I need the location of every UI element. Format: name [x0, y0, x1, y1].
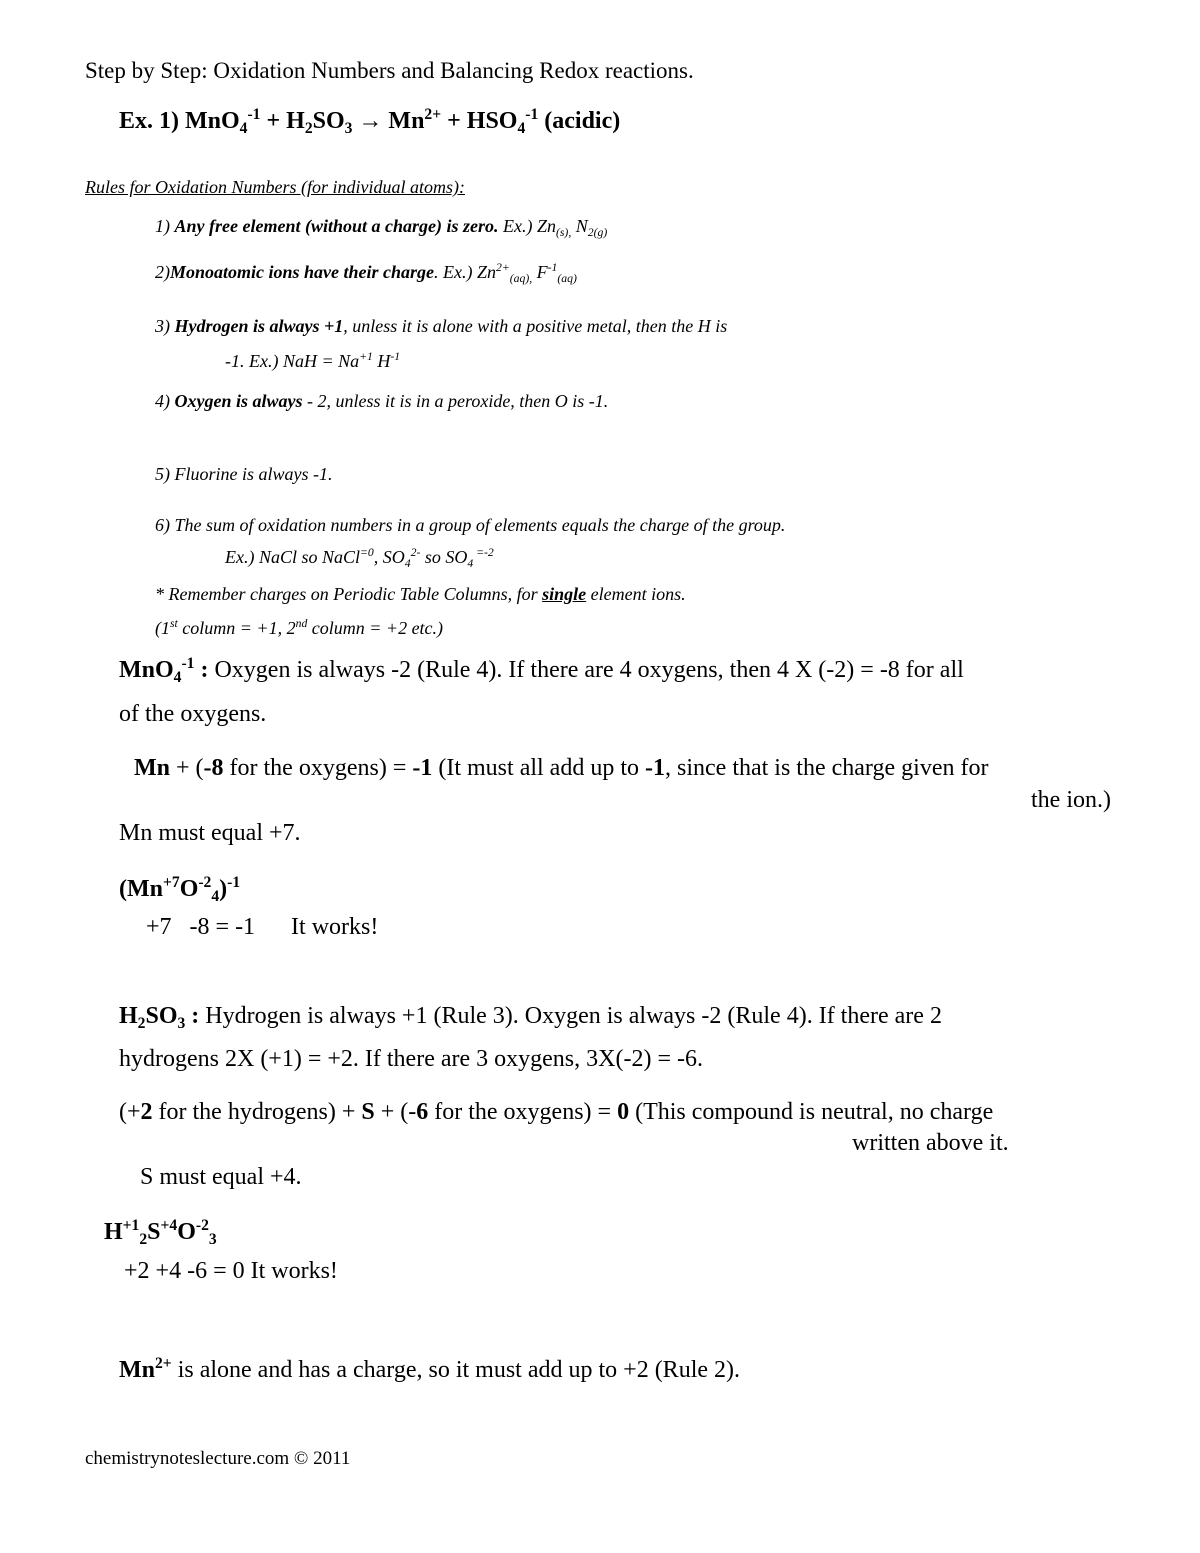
mno4-explanation-line-2: of the oxygens.	[119, 701, 267, 727]
mno4-check: +7 -8 = -1 It works!	[146, 914, 379, 940]
mno4-sum-equation-line-2: the ion.)	[1031, 787, 1111, 813]
rule-1: 1) Any free element (without a charge) is zero. Ex.) $Zn_{(s),}$ $N_{2(g)}$	[155, 216, 608, 239]
h2so3-explanation: $H_2SO_3$ : Hydrogen is always +1 (Rule 3). Oxygen is always -2 (Rule 4). If there are 2	[119, 1003, 942, 1032]
rule-2: 2)Monoatomic ions have their charge. Ex.) $Zn^{2+}_{(aq),}$ $F^{-1}_{(aq)}$	[155, 260, 577, 285]
periodic-table-note: * Remember charges on Periodic Table Columns, for single element ions.	[155, 584, 686, 604]
mn2-explanation: $Mn^{2+}$ is alone and has a charge, so it must add up to +2 (Rule 2).	[119, 1354, 740, 1383]
rule-3: 3) Hydrogen is always +1, unless it is alone with a positive metal, then the H is	[155, 316, 728, 336]
rule-6: 6) The sum of oxidation numbers in a group of elements equals the charge of the group.	[155, 515, 786, 535]
rule-5: 5) Fluorine is always -1.	[155, 464, 333, 484]
h2so3-explanation-line-2: hydrogens 2X (+1) = +2. If there are 3 oxygens, 3X(-2) = -6.	[119, 1046, 703, 1072]
mno4-result: Mn must equal +7.	[119, 820, 301, 846]
periodic-table-note-line-2: (1st column = +1, 2nd column = +2 etc.)	[155, 616, 444, 638]
page-title: Step by Step: Oxidation Numbers and Balancing Redox reactions.	[85, 58, 694, 83]
mno4-formula: $(Mn^{+7}O^{-2}_4)^{-1}$	[119, 873, 241, 905]
rules-heading: Rules for Oxidation Numbers (for individual atoms):	[85, 177, 465, 197]
example-equation: Ex. 1) $MnO_4^{-1} + H_2SO_3 \to Mn^{2+} + HSO_4^{-1}$ (acidic)	[119, 105, 621, 137]
mno4-explanation: MnO$_4^{-1}$ : Oxygen is always -2 (Rule 4). If there are 4 oxygens, then 4 X (-2) = -8 for all	[119, 654, 964, 686]
h2so3-formula: $H^{+1}_2S^{+4}O^{-2}_3$	[104, 1216, 217, 1248]
rule-4: 4) Oxygen is always - 2, unless it is in a peroxide, then O is -1.	[155, 391, 609, 411]
mno4-sum-equation: Mn + (-8 for the oxygens) = -1 (It must all add up to -1, since that is the charge given for	[134, 755, 989, 781]
h2so3-sum-equation: (+2 for the hydrogens) + S + (-6 for the oxygens) = 0 (This compound is neutral, no charge	[119, 1099, 994, 1125]
rule-3-line-2: -1. Ex.) NaH = $Na^{+1}$ $H^{-1}$	[225, 349, 401, 371]
rule-6-line-2: Ex.) NaCl so NaCl$^{=0}$, $SO_4^{2-}$ so $SO_4$ $^{=-2}$	[225, 545, 494, 570]
h2so3-check: +2 +4 -6 = 0 It works!	[124, 1258, 338, 1284]
footer-copyright: chemistrynoteslecture.com © 2011	[85, 1448, 351, 1469]
h2so3-result: S must equal +4.	[140, 1164, 302, 1190]
h2so3-sum-equation-line-2: written above it.	[852, 1130, 1009, 1156]
